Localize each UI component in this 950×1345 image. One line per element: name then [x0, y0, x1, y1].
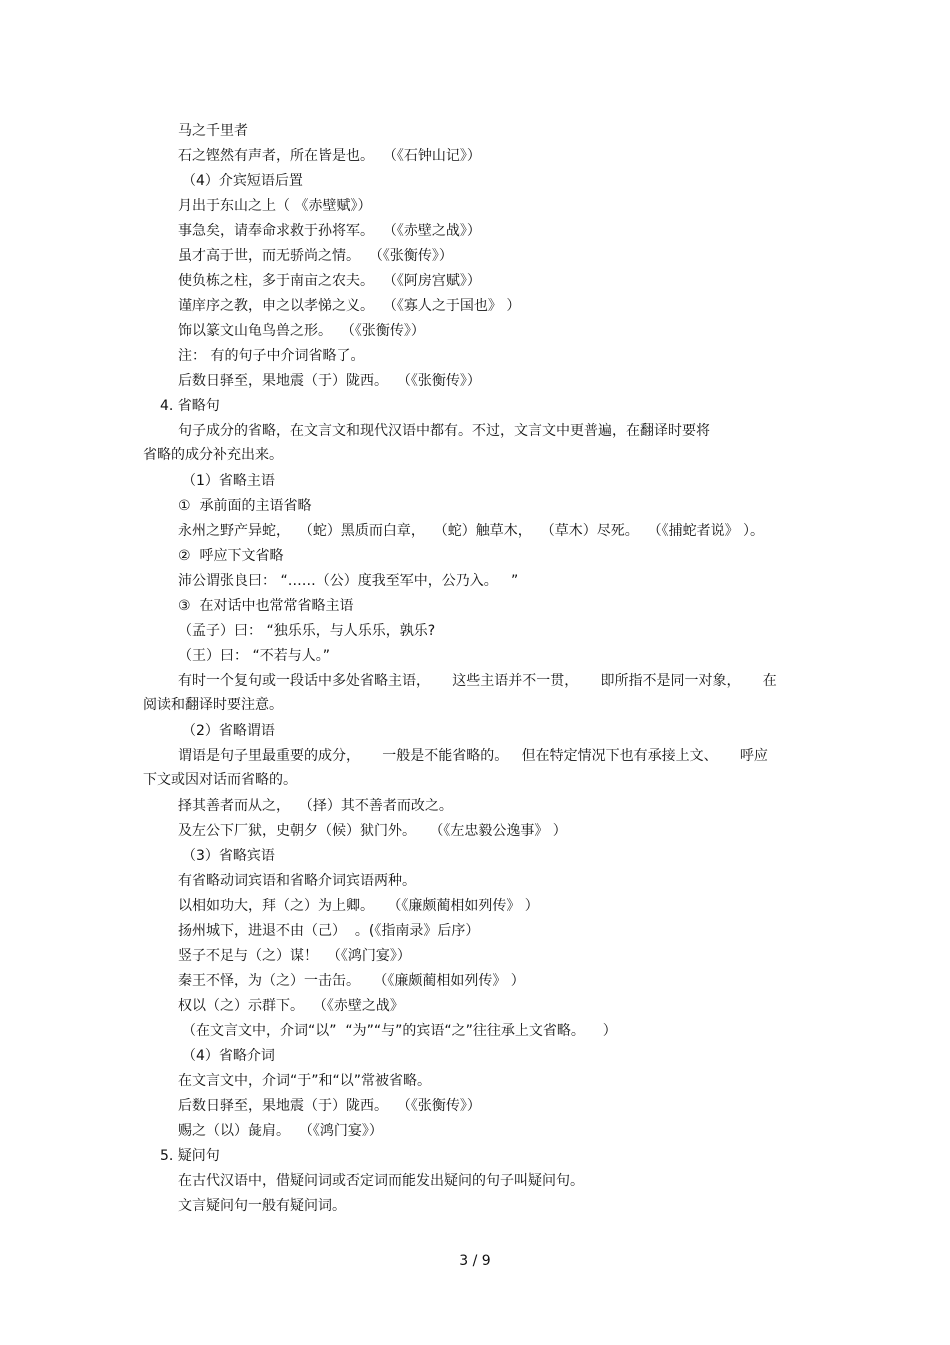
text-line: 注： 有的句子中介词省略了。	[178, 348, 365, 364]
text-line: （孟子）曰： “独乐乐，与人乐乐，孰乐?	[178, 623, 436, 639]
text-line: 扬州城下，进退不由（己） 。(《指南录》后序）	[178, 923, 480, 939]
text-line: （王）曰： “不若与人。”	[178, 648, 330, 664]
text-line: 及左公下厂狱，史朝夕（候）狱门外。 （《左忠毅公逸事》 ）	[178, 823, 567, 839]
page-number: 3 / 9	[459, 1253, 491, 1269]
text-line: 后数日驿至，果地震（于）陇西。 （《张衡传》）	[178, 373, 481, 389]
text-line: （4）介宾短语后置	[182, 173, 303, 189]
text-line: 月出于东山之上（ 《赤壁赋》）	[178, 198, 372, 214]
text-line: ① 承前面的主语省略	[178, 498, 312, 514]
text-line: 在古代汉语中，借疑问词或否定词而能发出疑问的句子叫疑问句。	[178, 1173, 584, 1189]
text-line: 5. 疑问句	[160, 1148, 220, 1164]
text-line: 阅读和翻译时要注意。	[143, 697, 283, 713]
text-line: 择其善者而从之， （择）其不善者而改之。	[178, 798, 453, 814]
text-line: （4）省略介词	[182, 1048, 275, 1064]
text-line: 在文言文中，介词“于”和“以”常被省略。	[178, 1073, 432, 1089]
text-line: 文言疑问句一般有疑问词。	[178, 1198, 346, 1214]
text-line: 句子成分的省略，在文言文和现代汉语中都有。不过，文言文中更普遍，在翻译时要将	[178, 423, 710, 439]
text-line: （1）省略主语	[182, 473, 275, 489]
text-line: 权以（之）示群下。 （《赤壁之战》	[178, 998, 404, 1014]
text-line: 有省略动词宾语和省略介词宾语两种。	[178, 873, 416, 889]
text-line: 沛公谓张良曰： “……（公）度我至军中，公乃入。 ”	[178, 573, 519, 589]
text-line: 马之千里者	[178, 123, 248, 139]
text-line: 虽才高于世，而无骄尚之情。 （《张衡传》）	[178, 248, 453, 264]
text-line: ③ 在对话中也常常省略主语	[178, 598, 354, 614]
text-line: 赐之（以）彘肩。 （《鸿门宴》）	[178, 1123, 383, 1139]
text-line: 永州之野产异蛇， （蛇）黑质而白章， （蛇）触草木， （草木）尽死。 （《捕蛇者说》 ）。	[178, 523, 765, 539]
text-line: 下文或因对话而省略的。	[143, 772, 297, 788]
text-line: 石之铿然有声者，所在皆是也。 （《石钟山记》）	[178, 148, 481, 164]
text-line: 谓语是句子里最重要的成分， 一般是不能省略的。 但在特定情况下也有承接上文、 呼应	[178, 748, 768, 764]
text-line: 4. 省略句	[160, 398, 220, 414]
text-line: 饰以篆文山龟鸟兽之形。 （《张衡传》）	[178, 323, 425, 339]
text-line: 省略的成分补充出来。	[143, 447, 283, 463]
text-line: （3）省略宾语	[182, 848, 275, 864]
text-line: 事急矣，请奉命求救于孙将军。 （《赤壁之战》）	[178, 223, 481, 239]
text-line: 后数日驿至，果地震（于）陇西。 （《张衡传》）	[178, 1098, 481, 1114]
text-line: （2）省略谓语	[182, 723, 275, 739]
text-line: 以相如功大，拜（之）为上卿。 （《廉颇蔺相如列传》 ）	[178, 898, 539, 914]
text-line: 秦王不怿，为（之）一击缶。 （《廉颇蔺相如列传》 ）	[178, 973, 525, 989]
text-line: 竖子不足与（之）谋！ （《鸿门宴》）	[178, 948, 411, 964]
text-line: ② 呼应下文省略	[178, 548, 284, 564]
text-line: 谨庠序之教，申之以孝悌之义。 （《寡人之于国也》 ）	[178, 298, 521, 314]
text-line: （在文言文中，介词“以” “为”“与”的宾语“之”往往承上文省略。 ）	[182, 1023, 617, 1039]
text-line: 使负栋之柱，多于南亩之农夫。 （《阿房宫赋》）	[178, 273, 481, 289]
text-line: 有时一个复句或一段话中多处省略主语， 这些主语并不一贯， 即所指不是同一对象， 在	[178, 673, 777, 689]
